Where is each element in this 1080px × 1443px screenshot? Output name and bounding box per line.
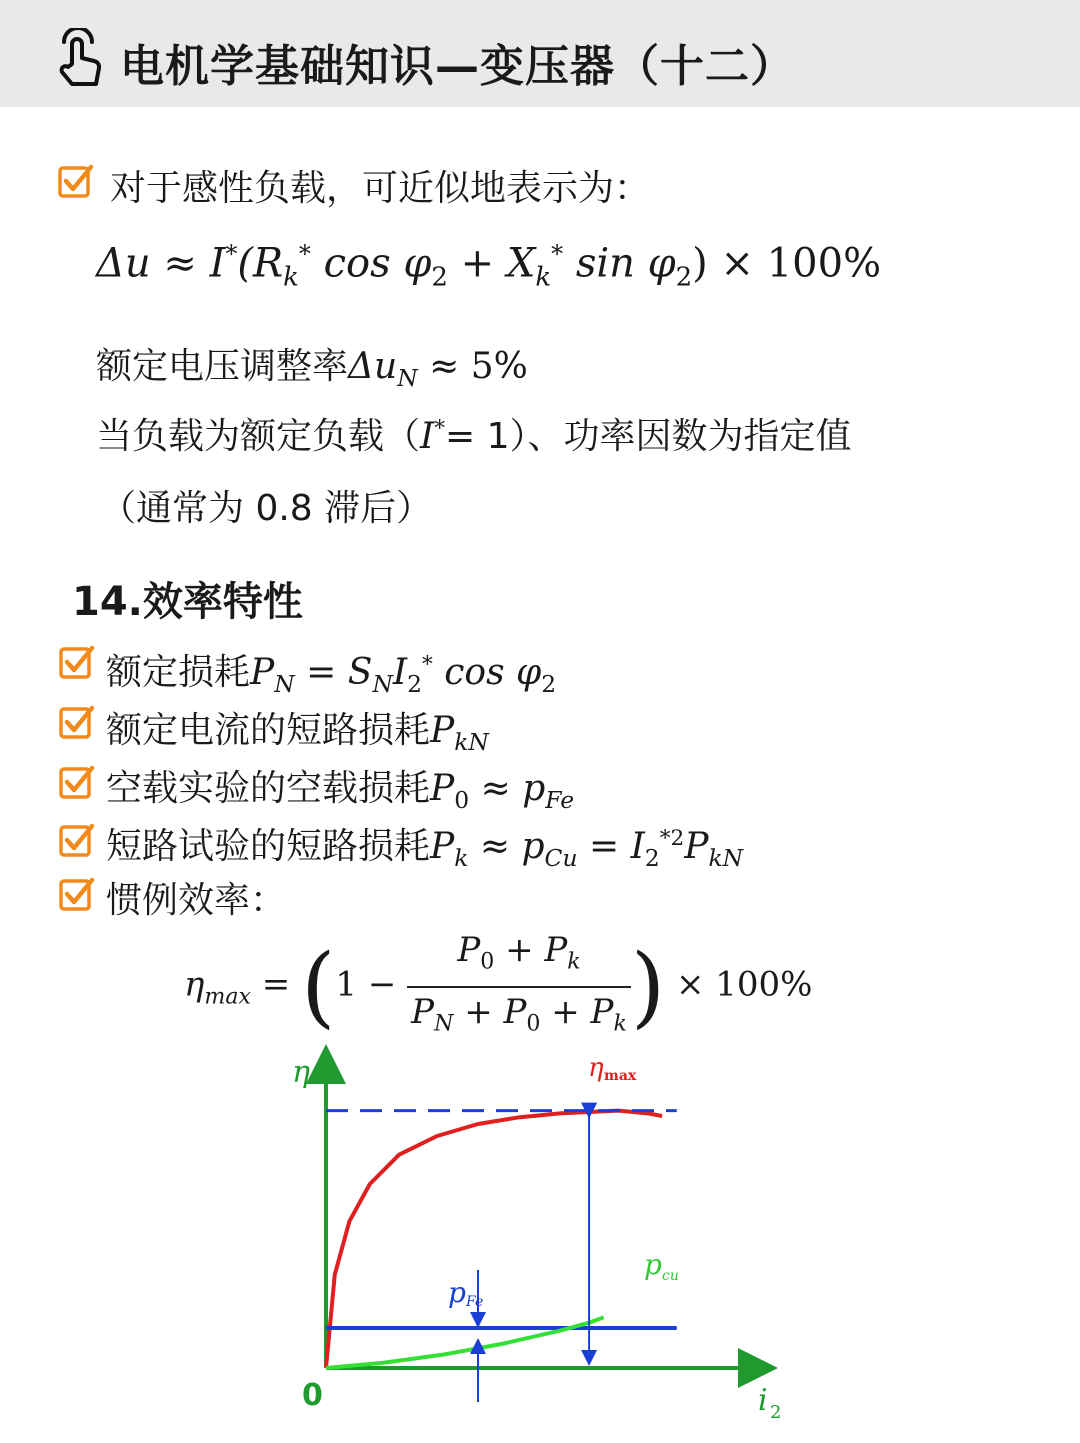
section-title: 14.效率特性 [72, 579, 303, 625]
checkbox-icon [58, 704, 96, 742]
touch-hand-icon [50, 28, 108, 90]
svg-text:p: p [448, 1276, 466, 1309]
rated-regulation: 额定电压调整率$\Delta u_N \approx 5\%$ [96, 346, 528, 393]
origin-label: 0 [302, 1378, 323, 1413]
svg-text:i: i [758, 1383, 768, 1418]
svg-text:max: max [604, 1068, 637, 1084]
svg-text:Fe: Fe [466, 1294, 484, 1310]
checkbox-icon [58, 876, 96, 914]
list-item: 额定电流的短路损耗$P_{kN}$ [106, 710, 489, 757]
list-item: 空载实验的空载损耗$P_0 \approx p_{Fe}$ [106, 768, 575, 815]
checkbox-icon [58, 644, 96, 682]
intro-text: 对于感性负载，可近似地表示为： [110, 168, 651, 209]
y-axis-label: η [292, 1055, 310, 1090]
svg-text:2: 2 [770, 1402, 782, 1423]
checkbox-icon [58, 764, 96, 802]
checkbox-icon [58, 822, 96, 860]
power-factor-note: （通常为 0.8 滞后） [100, 488, 433, 529]
eta-max-label [588, 1053, 637, 1084]
voltage-regulation-formula: $\Delta u \approx I^*(R_k^*$ $\cos \varphi_2 + X_k^*$ $\sin \varphi_2) \times 100\%$ [96, 240, 882, 293]
svg-text:η: η [588, 1053, 604, 1083]
x-axis-label [758, 1383, 781, 1423]
list-item: 额定损耗$P_N = S_NI_2^*$ $\cos \varphi_2$ [106, 652, 557, 699]
pcu-label [644, 1248, 679, 1284]
checkbox-icon [57, 163, 95, 201]
efficiency-chart [280, 1040, 800, 1440]
page-title: 电机学基础知识—变压器（十二） [120, 41, 795, 92]
svg-text:p: p [644, 1248, 662, 1281]
efficiency-formula: $\eta_{max} = (1$ − $\frac{P_0 + P_k}{P_N + P_0 + P_k}$ ) × 100% [184, 930, 813, 1038]
list-item: 短路试验的短路损耗$P_k \approx p_{Cu} = I_2^{*2}P_{kN}$ [106, 826, 744, 873]
pcu-curve [326, 1317, 604, 1368]
header-bar [0, 0, 1080, 107]
rated-load-note: 当负载为额定负载（I*= 1）、功率因数为指定值 [96, 416, 852, 457]
list-item: 惯例效率： [106, 880, 287, 921]
svg-text:cu: cu [662, 1268, 679, 1284]
